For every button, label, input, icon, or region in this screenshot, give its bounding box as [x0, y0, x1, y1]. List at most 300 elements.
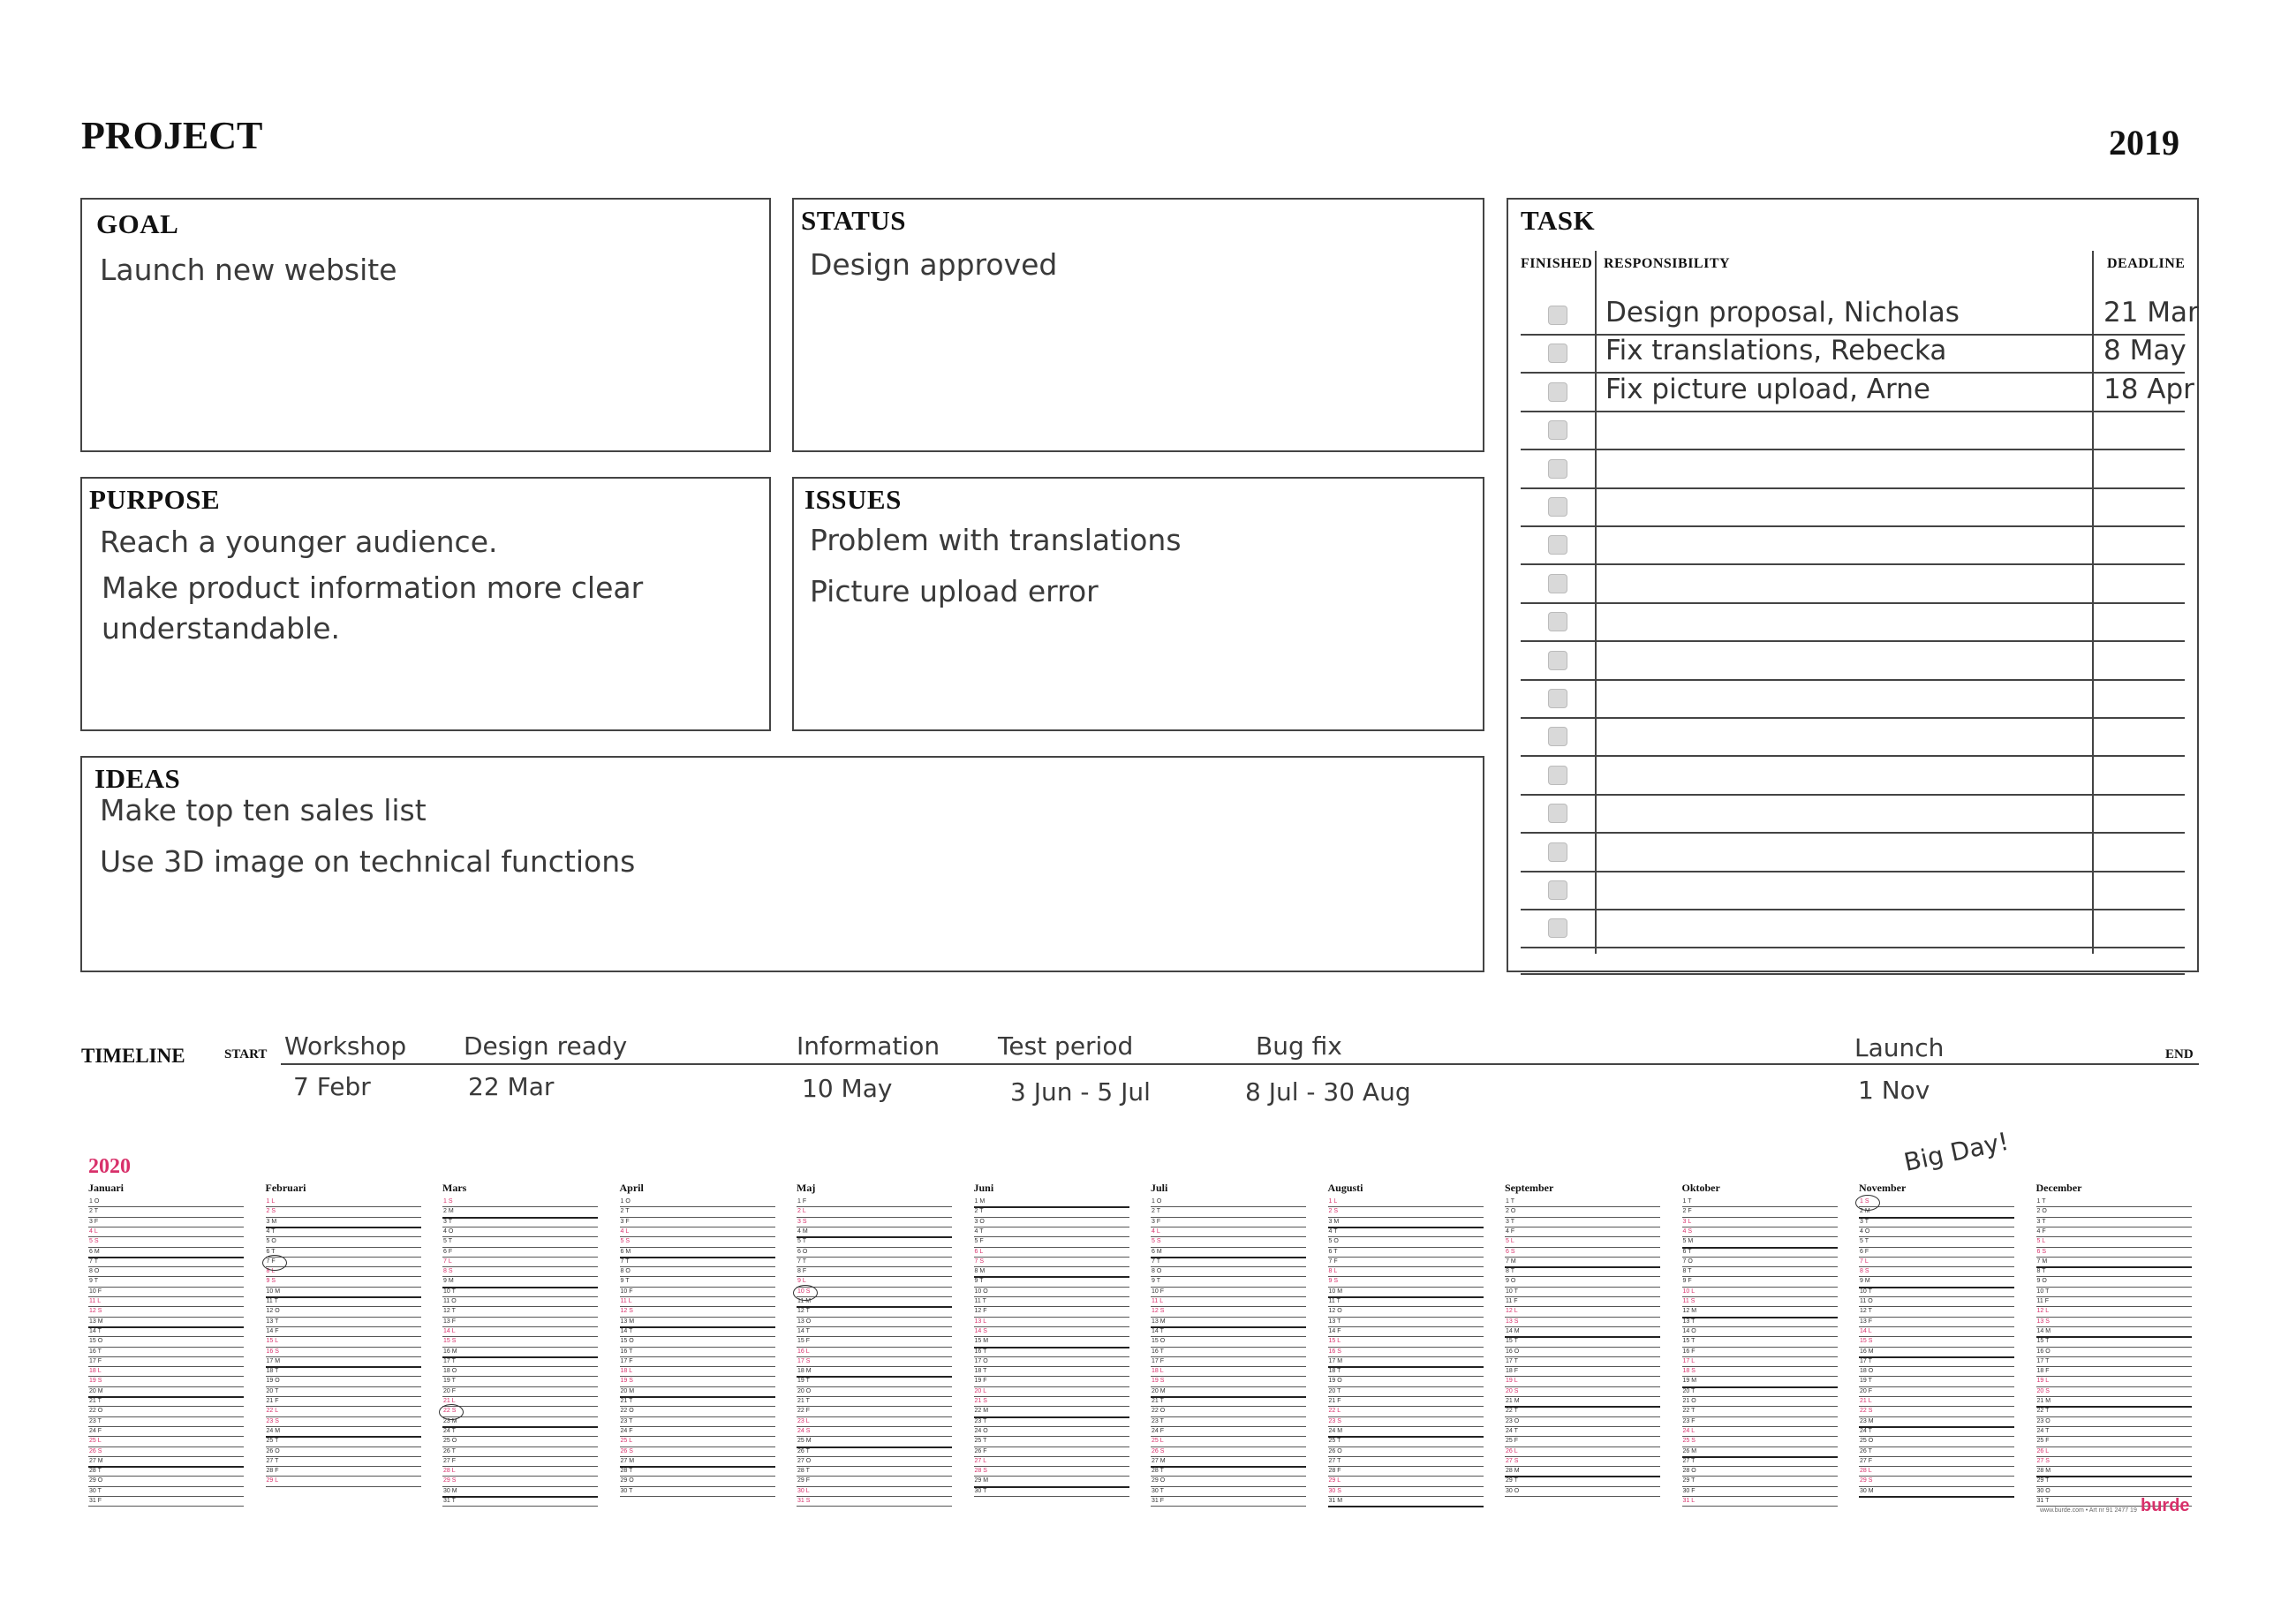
calendar-day[interactable]: 28 M: [2036, 1468, 2051, 1475]
task-finished-checkbox[interactable]: [1548, 535, 1567, 555]
calendar-day[interactable]: 25 F: [1506, 1438, 1519, 1445]
calendar-day[interactable]: 19 M: [1682, 1378, 1697, 1385]
calendar-day[interactable]: 29 M: [974, 1477, 989, 1484]
calendar-day[interactable]: 8 S: [1860, 1268, 1869, 1275]
calendar-day[interactable]: 22 O: [620, 1408, 634, 1415]
calendar-day[interactable]: 26 L: [2036, 1447, 2050, 1454]
calendar-day[interactable]: 30 T: [89, 1487, 102, 1494]
calendar-day[interactable]: 18 L: [620, 1368, 633, 1375]
calendar-day[interactable]: 11 O: [443, 1298, 457, 1304]
calendar-day[interactable]: 29 S: [443, 1477, 457, 1484]
calendar-day[interactable]: 19 T: [797, 1378, 810, 1385]
calendar-day[interactable]: 16 T: [1152, 1348, 1164, 1355]
calendar-day[interactable]: 29 O: [1152, 1477, 1166, 1484]
calendar-day[interactable]: 13 S: [2036, 1318, 2050, 1325]
calendar-day[interactable]: 4 L: [620, 1227, 630, 1235]
calendar-day[interactable]: 9 O: [2036, 1278, 2047, 1285]
calendar-day[interactable]: 22 L: [1328, 1408, 1341, 1415]
calendar-day[interactable]: 29 T: [1682, 1477, 1696, 1484]
calendar-day[interactable]: 20 T: [266, 1387, 279, 1394]
calendar-day[interactable]: 7 M: [2036, 1258, 2048, 1265]
calendar-day[interactable]: 25 M: [797, 1438, 812, 1445]
calendar-day[interactable]: 31 T: [443, 1498, 456, 1504]
calendar-day[interactable]: 13 T: [266, 1318, 279, 1325]
calendar-day[interactable]: 29 S: [1860, 1477, 1873, 1484]
calendar-day[interactable]: 26 T: [1860, 1447, 1872, 1454]
ideas-box[interactable]: [80, 756, 1484, 972]
calendar-day[interactable]: 15 M: [974, 1338, 989, 1345]
calendar-day[interactable]: 27 S: [1506, 1457, 1519, 1464]
calendar-day[interactable]: 12 T: [1860, 1308, 1872, 1315]
calendar-day[interactable]: 2 S: [266, 1208, 276, 1215]
calendar-day[interactable]: 13 F: [1860, 1318, 1873, 1325]
calendar-day[interactable]: 24 T: [2036, 1427, 2050, 1434]
calendar-day[interactable]: 23 T: [974, 1417, 987, 1424]
calendar-day[interactable]: 30 T: [1152, 1487, 1164, 1494]
calendar-day[interactable]: 20 M: [89, 1387, 103, 1394]
calendar-day[interactable]: 2 O: [2036, 1208, 2047, 1215]
calendar-day[interactable]: 8 M: [974, 1268, 986, 1275]
calendar-day[interactable]: 30 F: [1682, 1487, 1696, 1494]
calendar-day[interactable]: 17 T: [2036, 1357, 2050, 1364]
calendar-day[interactable]: 17 L: [1682, 1357, 1696, 1364]
calendar-day[interactable]: 4 O: [443, 1227, 454, 1235]
calendar-day[interactable]: 1 O: [89, 1198, 100, 1205]
calendar-day[interactable]: 23 T: [620, 1417, 633, 1424]
calendar-day[interactable]: 2 F: [1682, 1208, 1692, 1215]
calendar-day[interactable]: 2 T: [89, 1208, 98, 1215]
calendar-day[interactable]: 6 M: [89, 1248, 100, 1255]
calendar-day[interactable]: 28 T: [620, 1468, 633, 1475]
calendar-day[interactable]: 17 F: [89, 1357, 102, 1364]
calendar-day[interactable]: 5 S: [1152, 1238, 1161, 1245]
calendar-day[interactable]: 1 S: [1860, 1198, 1869, 1205]
calendar-day[interactable]: 8 S: [443, 1268, 453, 1275]
calendar-day[interactable]: 18 L: [1152, 1368, 1164, 1375]
calendar-day[interactable]: 26 T: [443, 1447, 456, 1454]
calendar-day[interactable]: 7 T: [620, 1258, 630, 1265]
calendar-day[interactable]: 22 O: [1152, 1408, 1166, 1415]
calendar-day[interactable]: 27 M: [1152, 1457, 1166, 1464]
calendar-day[interactable]: 18 T: [974, 1368, 987, 1375]
task-finished-checkbox[interactable]: [1548, 651, 1567, 670]
calendar-day[interactable]: 25 L: [1152, 1438, 1164, 1445]
calendar-day[interactable]: 17 F: [620, 1357, 633, 1364]
calendar-day[interactable]: 18 F: [2036, 1368, 2050, 1375]
calendar-day[interactable]: 7 T: [797, 1258, 806, 1265]
calendar-day[interactable]: 12 S: [1152, 1308, 1165, 1315]
calendar-day[interactable]: 7 T: [1152, 1258, 1160, 1265]
calendar-day[interactable]: 19 T: [443, 1378, 456, 1385]
task-finished-checkbox[interactable]: [1548, 459, 1567, 479]
calendar-day[interactable]: 24 M: [1328, 1427, 1343, 1434]
calendar-day[interactable]: 6 S: [2036, 1248, 2047, 1255]
calendar-day[interactable]: 15 T: [2036, 1338, 2050, 1345]
calendar-day[interactable]: 16 S: [1328, 1348, 1341, 1355]
calendar-day[interactable]: 3 M: [266, 1218, 277, 1225]
calendar-day[interactable]: 25 T: [266, 1438, 279, 1445]
milestone-bug-fix[interactable]: Bug fix: [1256, 1031, 1342, 1061]
calendar-day[interactable]: 12 O: [1328, 1308, 1342, 1315]
calendar-day[interactable]: 27 T: [1328, 1457, 1341, 1464]
calendar-day[interactable]: 1 O: [620, 1198, 631, 1205]
calendar-day[interactable]: 27 M: [89, 1457, 103, 1464]
calendar-day[interactable]: 17 S: [797, 1357, 811, 1364]
calendar-day[interactable]: 25 L: [620, 1438, 633, 1445]
calendar-day[interactable]: 22 O: [89, 1408, 103, 1415]
calendar-day[interactable]: 23 O: [1506, 1417, 1520, 1424]
calendar-day[interactable]: 8 T: [2036, 1268, 2046, 1275]
calendar-day[interactable]: 26 S: [1152, 1447, 1165, 1454]
calendar-day[interactable]: 27 M: [620, 1457, 635, 1464]
calendar-day[interactable]: 13 M: [89, 1318, 103, 1325]
task-finished-checkbox[interactable]: [1548, 766, 1567, 785]
calendar-day[interactable]: 28 L: [1860, 1468, 1872, 1475]
calendar-day[interactable]: 12 T: [443, 1308, 456, 1315]
calendar-day[interactable]: 10 L: [1682, 1288, 1696, 1295]
calendar-day[interactable]: 19 L: [1506, 1378, 1518, 1385]
calendar-day[interactable]: 23 S: [1328, 1417, 1341, 1424]
calendar-day[interactable]: 30 L: [797, 1487, 810, 1494]
calendar-day[interactable]: 30 T: [620, 1487, 633, 1494]
calendar-day[interactable]: 29 T: [1506, 1477, 1518, 1484]
calendar-day[interactable]: 25 F: [2036, 1438, 2050, 1445]
calendar-day[interactable]: 11 F: [1506, 1298, 1518, 1304]
calendar-day[interactable]: 2 O: [1506, 1208, 1516, 1215]
calendar-day[interactable]: 10 F: [1152, 1288, 1165, 1295]
calendar-day[interactable]: 14 F: [266, 1327, 279, 1334]
calendar-day[interactable]: 16 O: [1506, 1348, 1520, 1355]
calendar-day[interactable]: 3 S: [797, 1218, 807, 1225]
calendar-day[interactable]: 19 S: [1152, 1378, 1165, 1385]
calendar-day[interactable]: 22 F: [797, 1408, 811, 1415]
calendar-day[interactable]: 21 F: [1328, 1398, 1341, 1404]
calendar-day[interactable]: 3 F: [620, 1218, 630, 1225]
calendar-day[interactable]: 24 T: [1506, 1427, 1518, 1434]
task-finished-checkbox[interactable]: [1548, 344, 1567, 363]
calendar-day[interactable]: 12 S: [620, 1308, 633, 1315]
calendar-day[interactable]: 8 L: [266, 1268, 276, 1275]
calendar-day[interactable]: 30 S: [1328, 1487, 1341, 1494]
calendar-day[interactable]: 12 S: [89, 1308, 102, 1315]
calendar-day[interactable]: 16 M: [1860, 1348, 1874, 1355]
calendar-day[interactable]: 8 T: [1506, 1268, 1514, 1275]
calendar-day[interactable]: 30 O: [2036, 1487, 2051, 1494]
calendar-day[interactable]: 3 M: [1328, 1218, 1340, 1225]
calendar-day[interactable]: 28 T: [1152, 1468, 1164, 1475]
calendar-day[interactable]: 20 T: [1328, 1387, 1341, 1394]
calendar-day[interactable]: 6 F: [1860, 1248, 1869, 1255]
calendar-day[interactable]: 1 L: [266, 1198, 276, 1205]
task-finished-checkbox[interactable]: [1548, 574, 1567, 593]
calendar-day[interactable]: 1 T: [2036, 1198, 2046, 1205]
calendar-day[interactable]: 14 F: [1328, 1327, 1341, 1334]
calendar-day[interactable]: 24 F: [89, 1427, 102, 1434]
calendar-day[interactable]: 13 M: [620, 1318, 635, 1325]
calendar-day[interactable]: 1 O: [1152, 1198, 1162, 1205]
calendar-day[interactable]: 23 S: [266, 1417, 279, 1424]
calendar-day[interactable]: 12 O: [266, 1308, 280, 1315]
calendar-day[interactable]: 16 L: [797, 1348, 810, 1355]
calendar-day[interactable]: 6 O: [797, 1248, 808, 1255]
calendar-day[interactable]: 13 M: [1152, 1318, 1166, 1325]
calendar-day[interactable]: 20 M: [1152, 1387, 1166, 1394]
calendar-day[interactable]: 31 M: [1328, 1498, 1343, 1504]
calendar-day[interactable]: 27 S: [2036, 1457, 2050, 1464]
calendar-day[interactable]: 11 T: [974, 1298, 986, 1304]
calendar-day[interactable]: 6 T: [266, 1248, 276, 1255]
task-finished-checkbox[interactable]: [1548, 612, 1567, 631]
calendar-day[interactable]: 21 S: [974, 1398, 987, 1404]
calendar-day[interactable]: 23 T: [89, 1417, 102, 1424]
calendar-day[interactable]: 11 O: [1860, 1298, 1873, 1304]
calendar-day[interactable]: 3 T: [1860, 1218, 1869, 1225]
calendar-day[interactable]: 11 L: [620, 1298, 632, 1304]
calendar-day[interactable]: 25 L: [89, 1438, 102, 1445]
calendar-day[interactable]: 28 L: [443, 1468, 456, 1475]
calendar-day[interactable]: 28 F: [266, 1468, 279, 1475]
calendar-day[interactable]: 10 M: [266, 1288, 281, 1295]
calendar-day[interactable]: 22 L: [266, 1408, 279, 1415]
calendar-day[interactable]: 8 F: [797, 1268, 807, 1275]
calendar-day[interactable]: 10 F: [89, 1288, 102, 1295]
calendar-day[interactable]: 18 L: [89, 1368, 102, 1375]
calendar-day[interactable]: 11 T: [266, 1298, 278, 1304]
calendar-day[interactable]: 8 T: [1682, 1268, 1692, 1275]
calendar-day[interactable]: 31 F: [89, 1498, 102, 1504]
calendar-day[interactable]: 25 O: [443, 1438, 457, 1445]
task-finished-checkbox[interactable]: [1548, 497, 1567, 517]
calendar-day[interactable]: 16 T: [89, 1348, 102, 1355]
calendar-day[interactable]: 12 L: [2036, 1308, 2050, 1315]
calendar-day[interactable]: 2 M: [1860, 1208, 1870, 1215]
calendar-day[interactable]: 4 S: [1682, 1227, 1693, 1235]
calendar-day[interactable]: 6 M: [620, 1248, 631, 1255]
calendar-day[interactable]: 27 L: [974, 1457, 987, 1464]
calendar-day[interactable]: 26 L: [1506, 1447, 1518, 1454]
calendar-day[interactable]: 24 S: [797, 1427, 811, 1434]
calendar-day[interactable]: 5 L: [1506, 1238, 1514, 1245]
calendar-day[interactable]: 8 L: [1328, 1268, 1338, 1275]
calendar-day[interactable]: 9 T: [974, 1278, 984, 1285]
task-finished-checkbox[interactable]: [1548, 382, 1567, 402]
calendar-day[interactable]: 19 O: [1328, 1378, 1342, 1385]
calendar-day[interactable]: 26 M: [1682, 1447, 1697, 1454]
calendar-day[interactable]: 25 S: [1682, 1438, 1696, 1445]
calendar-day[interactable]: 26 S: [620, 1447, 633, 1454]
issues-box[interactable]: [792, 477, 1484, 731]
calendar-day[interactable]: 19 O: [266, 1378, 280, 1385]
calendar-day[interactable]: 7 F: [266, 1258, 276, 1265]
calendar-day[interactable]: 4 O: [1860, 1227, 1870, 1235]
task-deadline[interactable]: 18 Apr: [2103, 373, 2194, 405]
calendar-day[interactable]: 18 T: [266, 1368, 279, 1375]
calendar-day[interactable]: 14 T: [797, 1327, 810, 1334]
calendar-day[interactable]: 25 T: [974, 1438, 987, 1445]
calendar-day[interactable]: 17 T: [443, 1357, 456, 1364]
calendar-day[interactable]: 4 L: [1152, 1227, 1160, 1235]
calendar-day[interactable]: 1 F: [797, 1198, 807, 1205]
calendar-day[interactable]: 13 T: [1682, 1318, 1696, 1325]
calendar-day[interactable]: 18 S: [1682, 1368, 1696, 1375]
calendar-day[interactable]: 13 S: [1506, 1318, 1519, 1325]
milestone-launch[interactable]: Launch: [1854, 1033, 1945, 1062]
calendar-day[interactable]: 2 T: [974, 1208, 984, 1215]
calendar-day[interactable]: 21 L: [443, 1398, 456, 1404]
calendar-day[interactable]: 9 O: [1506, 1278, 1516, 1285]
calendar-day[interactable]: 5 O: [266, 1238, 276, 1245]
calendar-day[interactable]: 28 F: [1328, 1468, 1341, 1475]
calendar-day[interactable]: 31 T: [2036, 1498, 2050, 1504]
task-deadline[interactable]: 21 Mar: [2103, 297, 2199, 329]
calendar-day[interactable]: 29 T: [2036, 1477, 2050, 1484]
calendar-day[interactable]: 22 M: [974, 1408, 989, 1415]
calendar-day[interactable]: 14 O: [1682, 1327, 1696, 1334]
milestone-information[interactable]: Information: [797, 1031, 940, 1061]
calendar-day[interactable]: 30 T: [974, 1487, 987, 1494]
calendar-day[interactable]: 29 L: [266, 1477, 279, 1484]
calendar-day[interactable]: 11 L: [89, 1298, 102, 1304]
calendar-day[interactable]: 7 S: [974, 1258, 985, 1265]
calendar-day[interactable]: 17 M: [266, 1357, 281, 1364]
milestone-design-ready[interactable]: Design ready: [464, 1031, 628, 1061]
calendar-day[interactable]: 10 S: [797, 1288, 811, 1295]
calendar-day[interactable]: 5 M: [1682, 1238, 1694, 1245]
calendar-day[interactable]: 8 O: [620, 1268, 631, 1275]
calendar-day[interactable]: 4 T: [266, 1227, 276, 1235]
calendar-day[interactable]: 1 L: [1328, 1198, 1338, 1205]
calendar-day[interactable]: 21 T: [1152, 1398, 1164, 1404]
calendar-day[interactable]: 21 T: [797, 1398, 810, 1404]
calendar-day[interactable]: 15 T: [1506, 1338, 1518, 1345]
task-finished-checkbox[interactable]: [1548, 689, 1567, 708]
calendar-day[interactable]: 15 L: [266, 1338, 279, 1345]
calendar-day[interactable]: 21 O: [1682, 1398, 1696, 1404]
calendar-day[interactable]: 21 F: [266, 1398, 279, 1404]
calendar-day[interactable]: 15 T: [1682, 1338, 1696, 1345]
calendar-day[interactable]: 10 T: [1506, 1288, 1518, 1295]
calendar-day[interactable]: 31 F: [1152, 1498, 1165, 1504]
calendar-day[interactable]: 17 O: [974, 1357, 988, 1364]
calendar-day[interactable]: 11 M: [797, 1298, 812, 1304]
calendar-day[interactable]: 5 T: [797, 1238, 806, 1245]
calendar-day[interactable]: 24 O: [974, 1427, 988, 1434]
calendar-day[interactable]: 3 T: [2036, 1218, 2046, 1225]
calendar-day[interactable]: 16 M: [443, 1348, 457, 1355]
calendar-day[interactable]: 5 S: [620, 1238, 631, 1245]
goal-box[interactable]: [80, 198, 771, 452]
calendar-day[interactable]: 5 T: [1860, 1238, 1869, 1245]
calendar-day[interactable]: 27 F: [443, 1457, 457, 1464]
calendar-day[interactable]: 4 L: [89, 1227, 98, 1235]
calendar-day[interactable]: 18 F: [1506, 1368, 1519, 1375]
calendar-day[interactable]: 6 T: [1682, 1248, 1692, 1255]
calendar-day[interactable]: 14 M: [2036, 1327, 2051, 1334]
calendar-day[interactable]: 7 L: [443, 1258, 452, 1265]
calendar-day[interactable]: 12 M: [1682, 1308, 1697, 1315]
calendar-day[interactable]: 3 T: [443, 1218, 452, 1225]
calendar-day[interactable]: 27 T: [1682, 1457, 1696, 1464]
calendar-day[interactable]: 12 F: [974, 1308, 987, 1315]
calendar-day[interactable]: 20 S: [1506, 1387, 1519, 1394]
task-responsibility[interactable]: Fix translations, Rebecka: [1605, 335, 1947, 367]
calendar-day[interactable]: 9 F: [1682, 1278, 1692, 1285]
calendar-day[interactable]: 26 O: [1328, 1447, 1342, 1454]
calendar-day[interactable]: 19 S: [620, 1378, 633, 1385]
calendar-day[interactable]: 7 O: [1682, 1258, 1693, 1265]
calendar-day[interactable]: 10 F: [620, 1288, 633, 1295]
calendar-day[interactable]: 16 S: [266, 1348, 279, 1355]
task-responsibility[interactable]: Design proposal, Nicholas: [1605, 297, 1960, 329]
calendar-day[interactable]: 29 O: [620, 1477, 634, 1484]
calendar-day[interactable]: 6 S: [1506, 1248, 1515, 1255]
calendar-day[interactable]: 5 L: [2036, 1238, 2046, 1245]
calendar-day[interactable]: 13 O: [797, 1318, 812, 1325]
calendar-day[interactable]: 30 M: [1860, 1487, 1874, 1494]
calendar-day[interactable]: 30 M: [443, 1487, 457, 1494]
calendar-day[interactable]: 4 F: [2036, 1227, 2046, 1235]
calendar-day[interactable]: 28 M: [1506, 1468, 1520, 1475]
calendar-day[interactable]: 24 F: [620, 1427, 633, 1434]
calendar-day[interactable]: 15 O: [1152, 1338, 1166, 1345]
calendar-day[interactable]: 16 T: [620, 1348, 633, 1355]
calendar-day[interactable]: 4 M: [797, 1227, 808, 1235]
calendar-day[interactable]: 16 T: [974, 1348, 987, 1355]
calendar-day[interactable]: 11 L: [1152, 1298, 1164, 1304]
calendar-day[interactable]: 13 F: [443, 1318, 457, 1325]
calendar-day[interactable]: 3 O: [974, 1218, 985, 1225]
calendar-day[interactable]: 1 T: [1682, 1198, 1692, 1205]
calendar-day[interactable]: 24 F: [1152, 1427, 1165, 1434]
calendar-day[interactable]: 6 F: [443, 1248, 453, 1255]
calendar-day[interactable]: 31 L: [1682, 1498, 1696, 1504]
calendar-day[interactable]: 9 T: [89, 1278, 98, 1285]
calendar-day[interactable]: 10 T: [443, 1288, 456, 1295]
task-finished-checkbox[interactable]: [1548, 918, 1567, 938]
calendar-day[interactable]: 20 T: [1682, 1387, 1696, 1394]
calendar-day[interactable]: 29 L: [1328, 1477, 1341, 1484]
calendar-day[interactable]: 5 F: [974, 1238, 984, 1245]
calendar-day[interactable]: 3 L: [1682, 1218, 1692, 1225]
calendar-day[interactable]: 3 F: [89, 1218, 99, 1225]
calendar-day[interactable]: 26 F: [974, 1447, 987, 1454]
calendar-day[interactable]: 29 O: [89, 1477, 103, 1484]
calendar-day[interactable]: 7 T: [89, 1258, 98, 1265]
task-responsibility[interactable]: Fix picture upload, Arne: [1605, 373, 1930, 405]
calendar-day[interactable]: 28 S: [974, 1468, 987, 1475]
task-finished-checkbox[interactable]: [1548, 804, 1567, 823]
calendar-day[interactable]: 15 O: [89, 1338, 103, 1345]
calendar-day[interactable]: 17 M: [1328, 1357, 1343, 1364]
calendar-day[interactable]: 7 F: [1328, 1258, 1338, 1265]
calendar-day[interactable]: 16 F: [1682, 1348, 1696, 1355]
calendar-day[interactable]: 22 S: [443, 1408, 457, 1415]
calendar-day[interactable]: 28 T: [89, 1468, 102, 1475]
calendar-day[interactable]: 28 O: [1682, 1468, 1696, 1475]
calendar-day[interactable]: 20 M: [620, 1387, 635, 1394]
calendar-day[interactable]: 12 L: [1506, 1308, 1518, 1315]
calendar-day[interactable]: 9 L: [797, 1278, 806, 1285]
calendar-day[interactable]: 14 S: [974, 1327, 987, 1334]
task-finished-checkbox[interactable]: [1548, 306, 1567, 325]
calendar-day[interactable]: 2 M: [443, 1208, 454, 1215]
calendar-day[interactable]: 19 L: [2036, 1378, 2050, 1385]
calendar-day[interactable]: 4 F: [1506, 1227, 1515, 1235]
calendar-day[interactable]: 20 L: [974, 1387, 987, 1394]
calendar-day[interactable]: 7 L: [1860, 1258, 1869, 1265]
calendar-day[interactable]: 18 O: [443, 1368, 457, 1375]
calendar-day[interactable]: 1 S: [443, 1198, 453, 1205]
